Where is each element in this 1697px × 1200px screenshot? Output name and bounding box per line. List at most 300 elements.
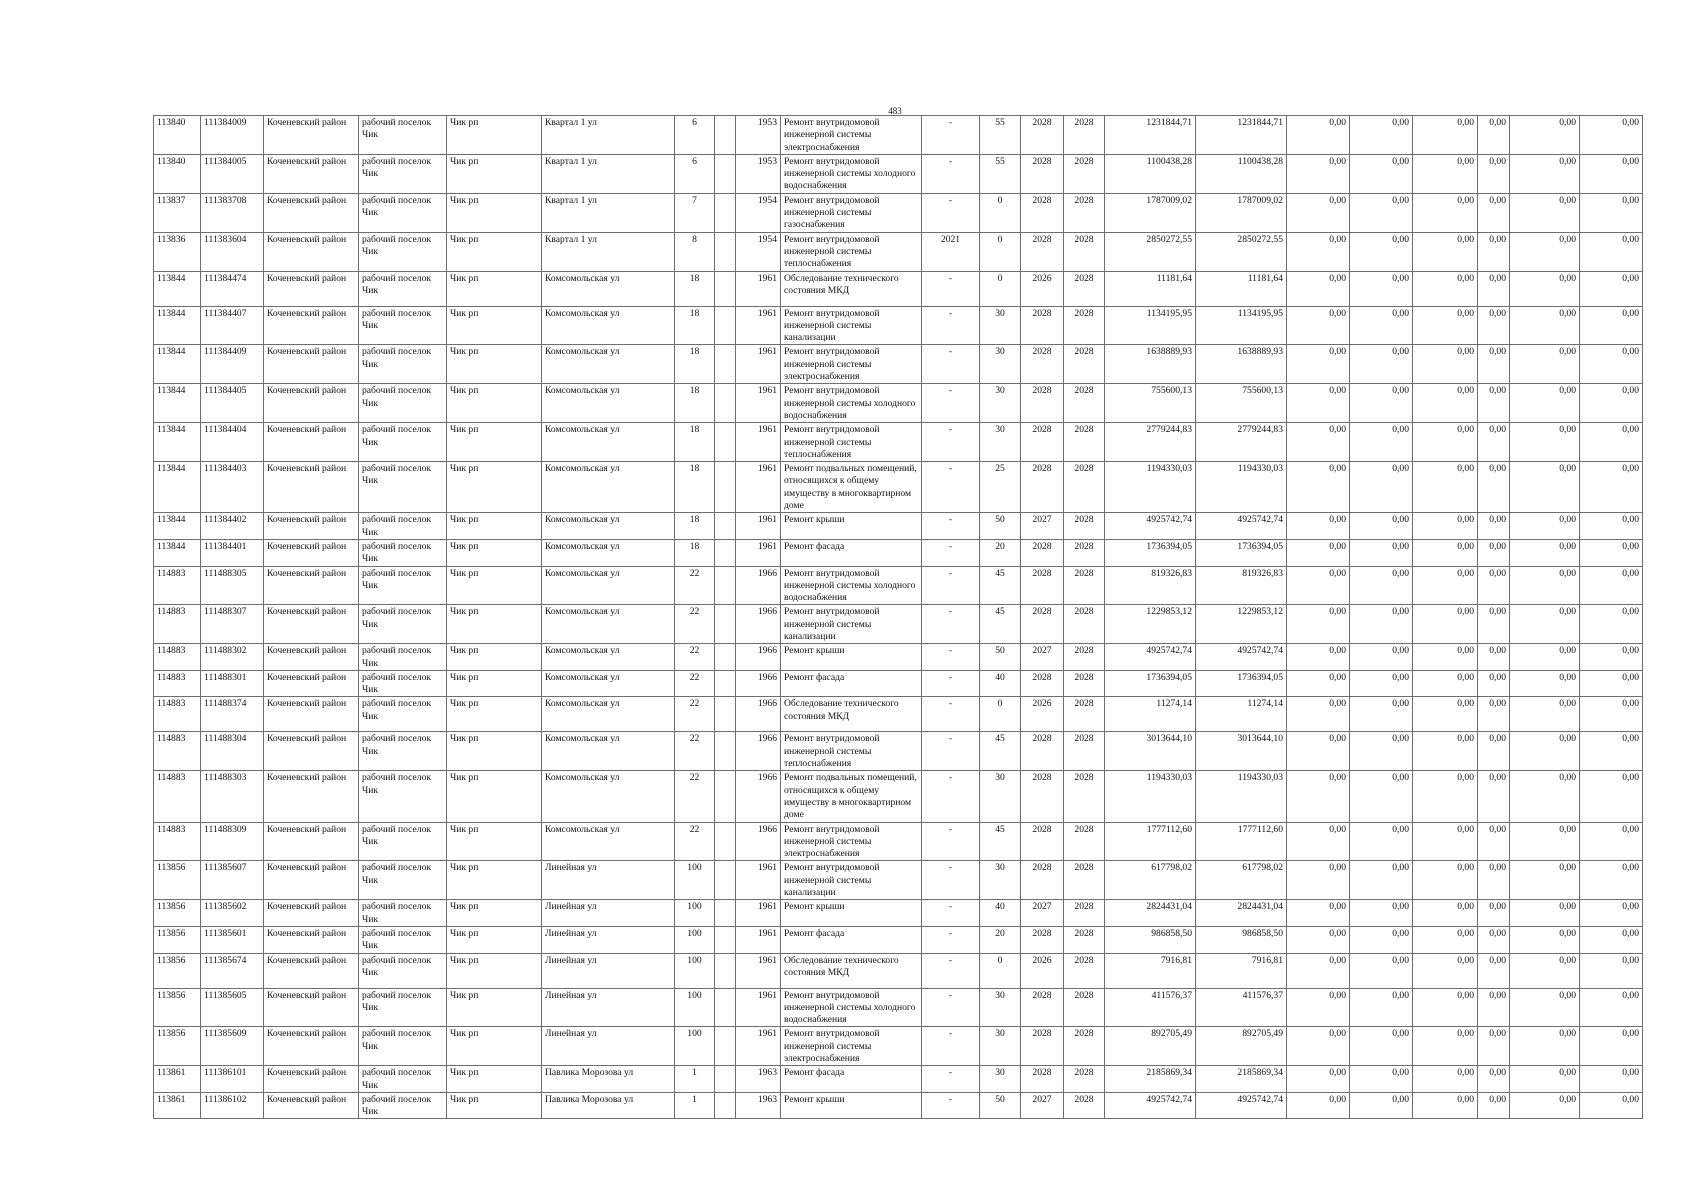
cell-deadline-year: 2028 [1064,539,1105,566]
cell-cost-extra: 0,00 [1510,1027,1580,1066]
cell-deadline-year: 2028 [1064,193,1105,232]
cell-cost-fund: 1134195,95 [1196,306,1287,345]
cell-cost-owners: 0,00 [1287,384,1350,423]
cell-last-repair-year: - [922,462,980,513]
cell-cost-owners: 0,00 [1287,566,1350,605]
cell-house-id: 114883 [154,697,201,732]
cell-district: Коченевский район [264,193,359,232]
cell-cost-fund: 892705,49 [1196,1027,1287,1066]
cell-wear-percent: 30 [980,1027,1021,1066]
cell-cost-local: 0,00 [1413,384,1478,423]
cell-street: Комсомольская ул [542,644,675,671]
cell-cost-owners: 0,00 [1287,822,1350,861]
cell-house-number: 22 [675,822,715,861]
cell-district: Коченевский район [264,116,359,155]
table-row [154,539,1643,566]
cell-cost-other: 0,00 [1478,566,1510,605]
cell-plan-year: 2028 [1021,1066,1064,1093]
cell-cost-local: 0,00 [1413,116,1478,155]
cell-deadline-year: 2028 [1064,900,1105,927]
cell-cost-local: 0,00 [1413,670,1478,697]
cell-cost-reserve: 0,00 [1580,861,1643,900]
cell-building [715,670,736,697]
cell-cost-total: 892705,49 [1105,1027,1196,1066]
cell-last-repair-year: - [922,822,980,861]
cell-cost-fund: 11181,64 [1196,271,1287,306]
cell-deadline-year: 2028 [1064,861,1105,900]
cell-work-type: Ремонт крыши [781,513,922,540]
cell-year-built: 1966 [736,771,781,822]
cell-wear-percent: 30 [980,861,1021,900]
cell-cost-extra: 0,00 [1510,732,1580,771]
cell-year-built: 1961 [736,926,781,953]
cell-cost-region: 0,00 [1350,1092,1413,1119]
cell-settlement: рабочий поселок Чик [359,926,447,953]
cell-settlement: рабочий поселок Чик [359,644,447,671]
cell-cost-owners: 0,00 [1287,732,1350,771]
cell-plan-year: 2028 [1021,423,1064,462]
cell-work-id: 111386101 [201,1066,264,1093]
cell-cost-fund: 1231844,71 [1196,116,1287,155]
table-row [154,462,1643,513]
cell-work-id: 111384402 [201,513,264,540]
cell-year-built: 1966 [736,732,781,771]
cell-house-id: 114883 [154,670,201,697]
cell-house-number: 22 [675,697,715,732]
cell-district: Коченевский район [264,345,359,384]
cell-street: Комсомольская ул [542,345,675,384]
cell-cost-extra: 0,00 [1510,605,1580,644]
cell-building [715,566,736,605]
cell-cost-total: 2185869,34 [1105,1066,1196,1093]
cell-wear-percent: 30 [980,771,1021,822]
cell-cost-extra: 0,00 [1510,988,1580,1027]
cell-cost-extra: 0,00 [1510,1092,1580,1119]
cell-settlement: рабочий поселок Чик [359,232,447,271]
cell-cost-reserve: 0,00 [1580,732,1643,771]
cell-cost-region: 0,00 [1350,697,1413,732]
cell-cost-reserve: 0,00 [1580,771,1643,822]
cell-street: Комсомольская ул [542,732,675,771]
cell-cost-extra: 0,00 [1510,822,1580,861]
cell-work-id: 111385605 [201,988,264,1027]
cell-deadline-year: 2028 [1064,605,1105,644]
cell-cost-owners: 0,00 [1287,345,1350,384]
cell-last-repair-year: - [922,926,980,953]
cell-building [715,771,736,822]
cell-district: Коченевский район [264,670,359,697]
cell-wear-percent: 50 [980,644,1021,671]
table-row [154,232,1643,271]
cell-building [715,822,736,861]
cell-year-built: 1961 [736,1027,781,1066]
cell-cost-region: 0,00 [1350,566,1413,605]
cell-cost-total: 1194330,03 [1105,462,1196,513]
cell-settlement: рабочий поселок Чик [359,271,447,306]
cell-cost-reserve: 0,00 [1580,116,1643,155]
cell-house-id: 114883 [154,605,201,644]
cell-work-type: Ремонт внутридомовой инженерной системы канализации [781,306,922,345]
cell-house-id: 113856 [154,900,201,927]
cell-wear-percent: 45 [980,822,1021,861]
cell-last-repair-year: - [922,345,980,384]
cell-wear-percent: 20 [980,926,1021,953]
cell-cost-local: 0,00 [1413,605,1478,644]
cell-work-id: 111384401 [201,539,264,566]
cell-cost-extra: 0,00 [1510,953,1580,988]
cell-district: Коченевский район [264,732,359,771]
cell-wear-percent: 40 [980,900,1021,927]
cell-building [715,232,736,271]
cell-cost-total: 1736394,05 [1105,670,1196,697]
cell-settlement: рабочий поселок Чик [359,154,447,193]
cell-building [715,1027,736,1066]
table-row [154,271,1643,306]
cell-building [715,539,736,566]
cell-work-type: Ремонт фасада [781,926,922,953]
cell-building [715,732,736,771]
cell-work-type: Ремонт крыши [781,900,922,927]
cell-cost-reserve: 0,00 [1580,566,1643,605]
cell-locality: Чик рп [447,900,542,927]
cell-cost-other: 0,00 [1478,900,1510,927]
cell-cost-reserve: 0,00 [1580,953,1643,988]
cell-wear-percent: 50 [980,513,1021,540]
cell-cost-local: 0,00 [1413,1066,1478,1093]
cell-plan-year: 2028 [1021,926,1064,953]
cell-cost-extra: 0,00 [1510,232,1580,271]
cell-cost-owners: 0,00 [1287,670,1350,697]
cell-deadline-year: 2028 [1064,154,1105,193]
cell-cost-reserve: 0,00 [1580,822,1643,861]
cell-cost-total: 1231844,71 [1105,116,1196,155]
table-row [154,771,1643,822]
cell-cost-local: 0,00 [1413,271,1478,306]
cell-cost-fund: 2850272,55 [1196,232,1287,271]
cell-cost-local: 0,00 [1413,861,1478,900]
cell-work-type: Ремонт внутридомовой инженерной системы холодного водоснабжения [781,384,922,423]
cell-cost-other: 0,00 [1478,193,1510,232]
cell-street: Комсомольская ул [542,271,675,306]
cell-cost-fund: 4925742,74 [1196,644,1287,671]
cell-wear-percent: 30 [980,988,1021,1027]
cell-cost-fund: 1229853,12 [1196,605,1287,644]
cell-cost-region: 0,00 [1350,271,1413,306]
cell-work-id: 111384407 [201,306,264,345]
cell-last-repair-year: - [922,1092,980,1119]
cell-deadline-year: 2028 [1064,697,1105,732]
cell-building [715,926,736,953]
cell-house-number: 22 [675,566,715,605]
cell-house-number: 1 [675,1066,715,1093]
cell-plan-year: 2028 [1021,670,1064,697]
cell-cost-extra: 0,00 [1510,423,1580,462]
cell-cost-extra: 0,00 [1510,566,1580,605]
cell-cost-owners: 0,00 [1287,1066,1350,1093]
cell-settlement: рабочий поселок Чик [359,539,447,566]
cell-cost-region: 0,00 [1350,732,1413,771]
cell-cost-reserve: 0,00 [1580,697,1643,732]
cell-last-repair-year: - [922,539,980,566]
cell-deadline-year: 2028 [1064,1066,1105,1093]
table-row [154,644,1643,671]
cell-house-id: 113844 [154,306,201,345]
cell-cost-region: 0,00 [1350,861,1413,900]
cell-locality: Чик рп [447,539,542,566]
cell-cost-owners: 0,00 [1287,926,1350,953]
cell-street: Павлика Морозова ул [542,1092,675,1119]
cell-cost-total: 11274,14 [1105,697,1196,732]
cell-house-number: 18 [675,271,715,306]
cell-house-id: 113837 [154,193,201,232]
cell-plan-year: 2027 [1021,900,1064,927]
cell-cost-region: 0,00 [1350,154,1413,193]
cell-district: Коченевский район [264,822,359,861]
cell-last-repair-year: - [922,306,980,345]
cell-cost-extra: 0,00 [1510,900,1580,927]
cell-work-id: 111383708 [201,193,264,232]
cell-locality: Чик рп [447,384,542,423]
cell-settlement: рабочий поселок Чик [359,1092,447,1119]
cell-work-type: Ремонт внутридомовой инженерной системы газоснабжения [781,193,922,232]
cell-plan-year: 2026 [1021,953,1064,988]
cell-cost-region: 0,00 [1350,771,1413,822]
cell-work-id: 111384009 [201,116,264,155]
cell-house-number: 18 [675,423,715,462]
cell-locality: Чик рп [447,232,542,271]
cell-work-type: Ремонт крыши [781,644,922,671]
cell-house-number: 100 [675,861,715,900]
cell-work-type: Ремонт внутридомовой инженерной системы электроснабжения [781,1027,922,1066]
cell-cost-other: 0,00 [1478,1066,1510,1093]
cell-house-id: 113844 [154,271,201,306]
cell-street: Квартал 1 ул [542,232,675,271]
cell-cost-other: 0,00 [1478,988,1510,1027]
cell-house-number: 100 [675,988,715,1027]
cell-deadline-year: 2028 [1064,306,1105,345]
cell-locality: Чик рп [447,1066,542,1093]
cell-work-id: 111488309 [201,822,264,861]
cell-plan-year: 2028 [1021,605,1064,644]
cell-cost-fund: 2824431,04 [1196,900,1287,927]
cell-cost-reserve: 0,00 [1580,384,1643,423]
cell-house-number: 18 [675,345,715,384]
cell-cost-reserve: 0,00 [1580,154,1643,193]
page-number: 483 [888,106,902,116]
cell-street: Комсомольская ул [542,306,675,345]
cell-cost-other: 0,00 [1478,513,1510,540]
cell-settlement: рабочий поселок Чик [359,670,447,697]
cell-house-id: 113856 [154,1027,201,1066]
cell-cost-owners: 0,00 [1287,154,1350,193]
cell-street: Комсомольская ул [542,670,675,697]
cell-last-repair-year: - [922,566,980,605]
cell-cost-region: 0,00 [1350,116,1413,155]
table-row [154,926,1643,953]
cell-cost-local: 0,00 [1413,193,1478,232]
cell-district: Коченевский район [264,232,359,271]
cell-last-repair-year: - [922,154,980,193]
cell-year-built: 1966 [736,605,781,644]
cell-plan-year: 2028 [1021,232,1064,271]
cell-settlement: рабочий поселок Чик [359,566,447,605]
cell-cost-owners: 0,00 [1287,232,1350,271]
cell-cost-region: 0,00 [1350,539,1413,566]
cell-cost-reserve: 0,00 [1580,423,1643,462]
cell-street: Квартал 1 ул [542,154,675,193]
cell-cost-fund: 1736394,05 [1196,670,1287,697]
cell-locality: Чик рп [447,670,542,697]
cell-deadline-year: 2028 [1064,345,1105,384]
cell-cost-fund: 1777112,60 [1196,822,1287,861]
cell-house-id: 113856 [154,926,201,953]
cell-last-repair-year: 2021 [922,232,980,271]
cell-cost-local: 0,00 [1413,988,1478,1027]
cell-work-type: Ремонт внутридомовой инженерной системы холодного водоснабжения [781,988,922,1027]
cell-cost-other: 0,00 [1478,116,1510,155]
cell-settlement: рабочий поселок Чик [359,306,447,345]
cell-plan-year: 2028 [1021,345,1064,384]
cell-cost-reserve: 0,00 [1580,1092,1643,1119]
cell-cost-local: 0,00 [1413,154,1478,193]
cell-street: Комсомольская ул [542,822,675,861]
cell-work-type: Ремонт подвальных помещений, относящихся к общему имуществу в многоквартирном доме [781,462,922,513]
cell-year-built: 1961 [736,900,781,927]
cell-year-built: 1961 [736,345,781,384]
cell-year-built: 1961 [736,271,781,306]
cell-house-id: 114883 [154,822,201,861]
cell-cost-reserve: 0,00 [1580,306,1643,345]
cell-cost-other: 0,00 [1478,462,1510,513]
cell-cost-owners: 0,00 [1287,116,1350,155]
cell-wear-percent: 30 [980,384,1021,423]
cell-wear-percent: 20 [980,539,1021,566]
cell-house-number: 22 [675,771,715,822]
cell-work-id: 111385607 [201,861,264,900]
cell-building [715,462,736,513]
cell-year-built: 1963 [736,1092,781,1119]
cell-house-number: 18 [675,384,715,423]
cell-cost-owners: 0,00 [1287,988,1350,1027]
cell-locality: Чик рп [447,953,542,988]
cell-year-built: 1961 [736,861,781,900]
cell-cost-region: 0,00 [1350,605,1413,644]
cell-last-repair-year: - [922,116,980,155]
table-row [154,193,1643,232]
cell-cost-total: 411576,37 [1105,988,1196,1027]
cell-cost-region: 0,00 [1350,822,1413,861]
cell-house-id: 114883 [154,566,201,605]
table-row [154,1066,1643,1093]
cell-locality: Чик рп [447,513,542,540]
cell-cost-local: 0,00 [1413,345,1478,384]
cell-cost-extra: 0,00 [1510,271,1580,306]
cell-house-id: 113861 [154,1092,201,1119]
cell-house-id: 114883 [154,644,201,671]
cell-locality: Чик рп [447,271,542,306]
cell-last-repair-year: - [922,513,980,540]
cell-locality: Чик рп [447,306,542,345]
table-row [154,116,1643,155]
cell-year-built: 1961 [736,384,781,423]
cell-house-id: 113856 [154,988,201,1027]
cell-cost-total: 1134195,95 [1105,306,1196,345]
cell-cost-total: 986858,50 [1105,926,1196,953]
cell-work-type: Ремонт фасада [781,539,922,566]
cell-last-repair-year: - [922,384,980,423]
cell-district: Коченевский район [264,771,359,822]
cell-building [715,644,736,671]
cell-settlement: рабочий поселок Чик [359,345,447,384]
cell-year-built: 1961 [736,423,781,462]
cell-cost-owners: 0,00 [1287,861,1350,900]
cell-work-type: Ремонт внутридомовой инженерной системы теплоснабжения [781,732,922,771]
table-row [154,306,1643,345]
cell-plan-year: 2028 [1021,193,1064,232]
cell-deadline-year: 2028 [1064,670,1105,697]
cell-locality: Чик рп [447,116,542,155]
cell-street: Квартал 1 ул [542,116,675,155]
cell-building [715,345,736,384]
cell-house-number: 100 [675,900,715,927]
cell-district: Коченевский район [264,1066,359,1093]
table-row [154,1027,1643,1066]
cell-building [715,154,736,193]
cell-building [715,116,736,155]
cell-cost-total: 1100438,28 [1105,154,1196,193]
cell-street: Линейная ул [542,988,675,1027]
cell-cost-fund: 1787009,02 [1196,193,1287,232]
cell-plan-year: 2028 [1021,539,1064,566]
cell-locality: Чик рп [447,644,542,671]
cell-cost-total: 4925742,74 [1105,513,1196,540]
cell-house-number: 100 [675,1027,715,1066]
cell-street: Квартал 1 ул [542,193,675,232]
table-row [154,154,1643,193]
cell-locality: Чик рп [447,462,542,513]
cell-work-type: Ремонт подвальных помещений, относящихся к общему имуществу в многоквартирном доме [781,771,922,822]
table-row [154,345,1643,384]
cell-cost-total: 1736394,05 [1105,539,1196,566]
cell-last-repair-year: - [922,605,980,644]
cell-year-built: 1954 [736,193,781,232]
cell-cost-local: 0,00 [1413,1092,1478,1119]
cell-cost-fund: 1194330,03 [1196,771,1287,822]
cell-deadline-year: 2028 [1064,116,1105,155]
cell-cost-extra: 0,00 [1510,697,1580,732]
cell-district: Коченевский район [264,1092,359,1119]
cell-locality: Чик рп [447,732,542,771]
cell-deadline-year: 2028 [1064,513,1105,540]
cell-building [715,384,736,423]
table-row [154,822,1643,861]
cell-plan-year: 2027 [1021,1092,1064,1119]
cell-cost-extra: 0,00 [1510,384,1580,423]
cell-wear-percent: 55 [980,116,1021,155]
cell-deadline-year: 2028 [1064,926,1105,953]
cell-plan-year: 2028 [1021,822,1064,861]
cell-house-number: 18 [675,306,715,345]
cell-wear-percent: 0 [980,271,1021,306]
cell-street: Комсомольская ул [542,462,675,513]
cell-wear-percent: 30 [980,1066,1021,1093]
cell-house-number: 6 [675,116,715,155]
cell-house-id: 113844 [154,423,201,462]
cell-cost-reserve: 0,00 [1580,539,1643,566]
cell-street: Комсомольская ул [542,566,675,605]
cell-wear-percent: 0 [980,232,1021,271]
cell-work-id: 111488302 [201,644,264,671]
